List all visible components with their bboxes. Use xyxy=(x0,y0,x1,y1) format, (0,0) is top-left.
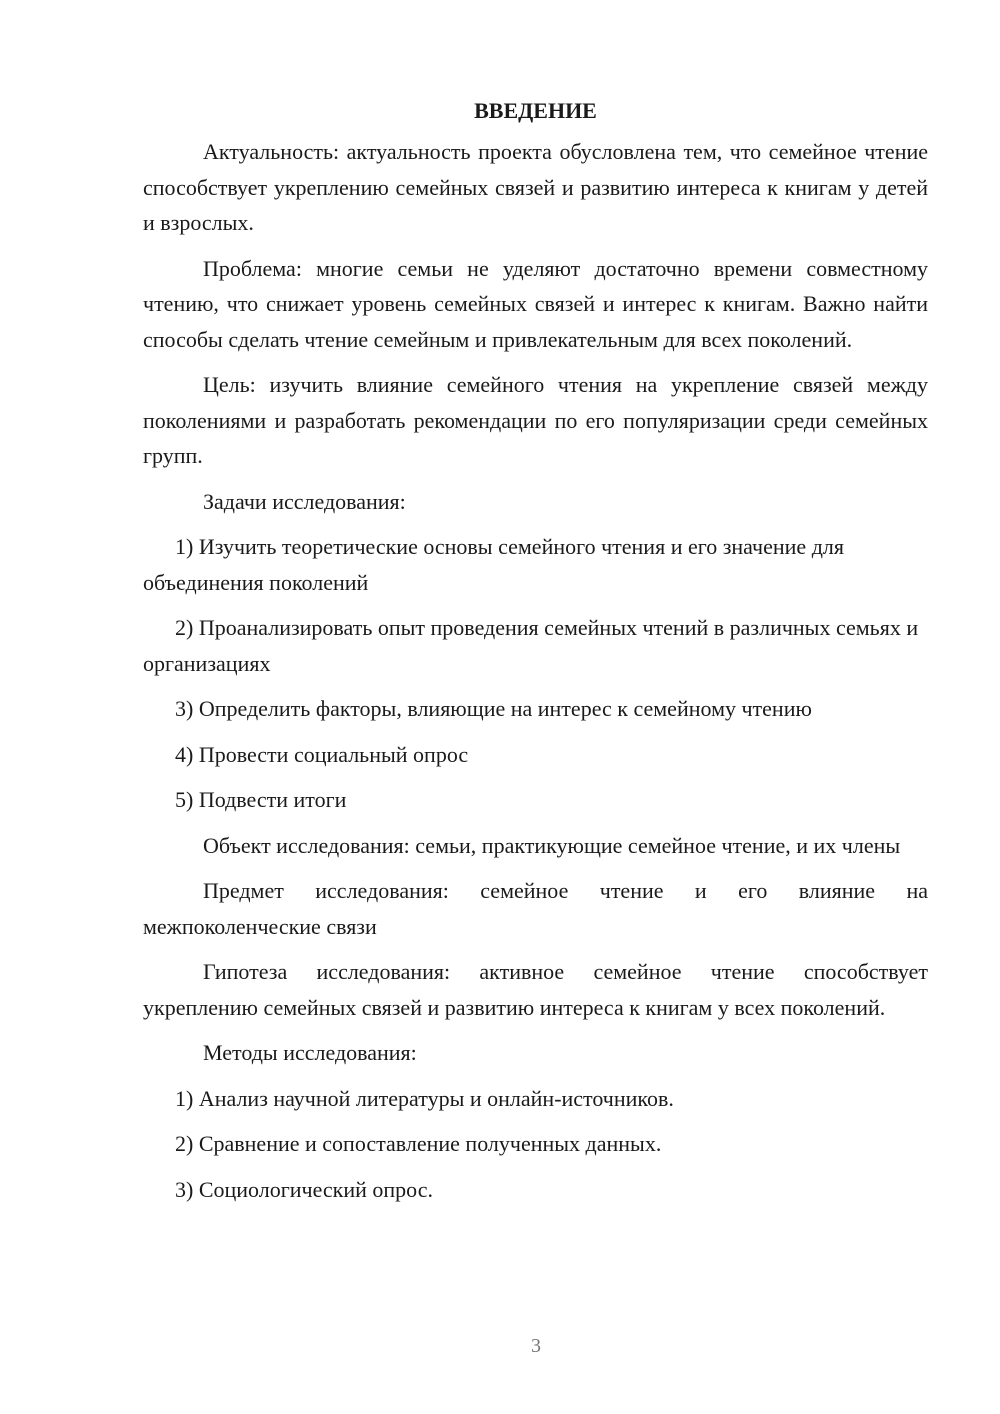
method-item: 1) Анализ научной литературы и онлайн-источников. xyxy=(175,1085,674,1111)
paragraph-goal: Цель: изучить влияние семейного чтения на укрепление связей между поколениями и разработать рекомендации по его популяризации среди семейных групп. xyxy=(143,372,928,468)
paragraph-object: Объект исследования: семьи, практикующие семейное чтение, и их члены xyxy=(203,832,901,858)
method-item: 3) Социологический опрос. xyxy=(175,1176,433,1202)
task-item: 4) Провести социальный опрос xyxy=(175,741,469,767)
task-item: 1) Изучить теоретические основы семейного чтения и его значение для объединения поколений xyxy=(143,534,844,595)
method-item: 2) Сравнение и сопоставление полученных данных. xyxy=(175,1131,662,1156)
paragraph-relevance: Актуальность: актуальность проекта обусловлена тем, что семейное чтение способствует укреплению семейных связей и развитию интереса к книгам у детей и взрослых. xyxy=(143,139,928,235)
document-page xyxy=(143,96,928,1217)
tasks-heading: Задачи исследования: xyxy=(203,488,406,514)
page-title: ВВЕДЕНИЕ xyxy=(474,98,597,123)
task-item: 3) Определить факторы, влияющие на интерес к семейному чтению xyxy=(175,696,812,721)
task-item: 2) Проанализировать опыт проведения семейных чтений в различных семьях и организациях xyxy=(143,615,919,676)
paragraph-hypothesis: Гипотеза исследования: активное семейное чтение способствует укреплению семейных связей и развитию интереса к книгам у всех поколений. xyxy=(143,959,928,1020)
page-number: 3 xyxy=(531,1335,541,1357)
methods-heading: Методы исследования: xyxy=(203,1040,417,1065)
paragraph-subject: Предмет исследования: семейное чтение и его влияние на межпоколенческие связи xyxy=(143,878,928,939)
task-item: 5) Подвести итоги xyxy=(175,787,347,812)
paragraph-problem: Проблема: многие семьи не уделяют достаточно времени совместному чтению, что снижает уровень семейных связей и интерес к книгам. Важно найти способы сделать чтение семейным и привлекательным для всех поколений. xyxy=(143,255,928,352)
